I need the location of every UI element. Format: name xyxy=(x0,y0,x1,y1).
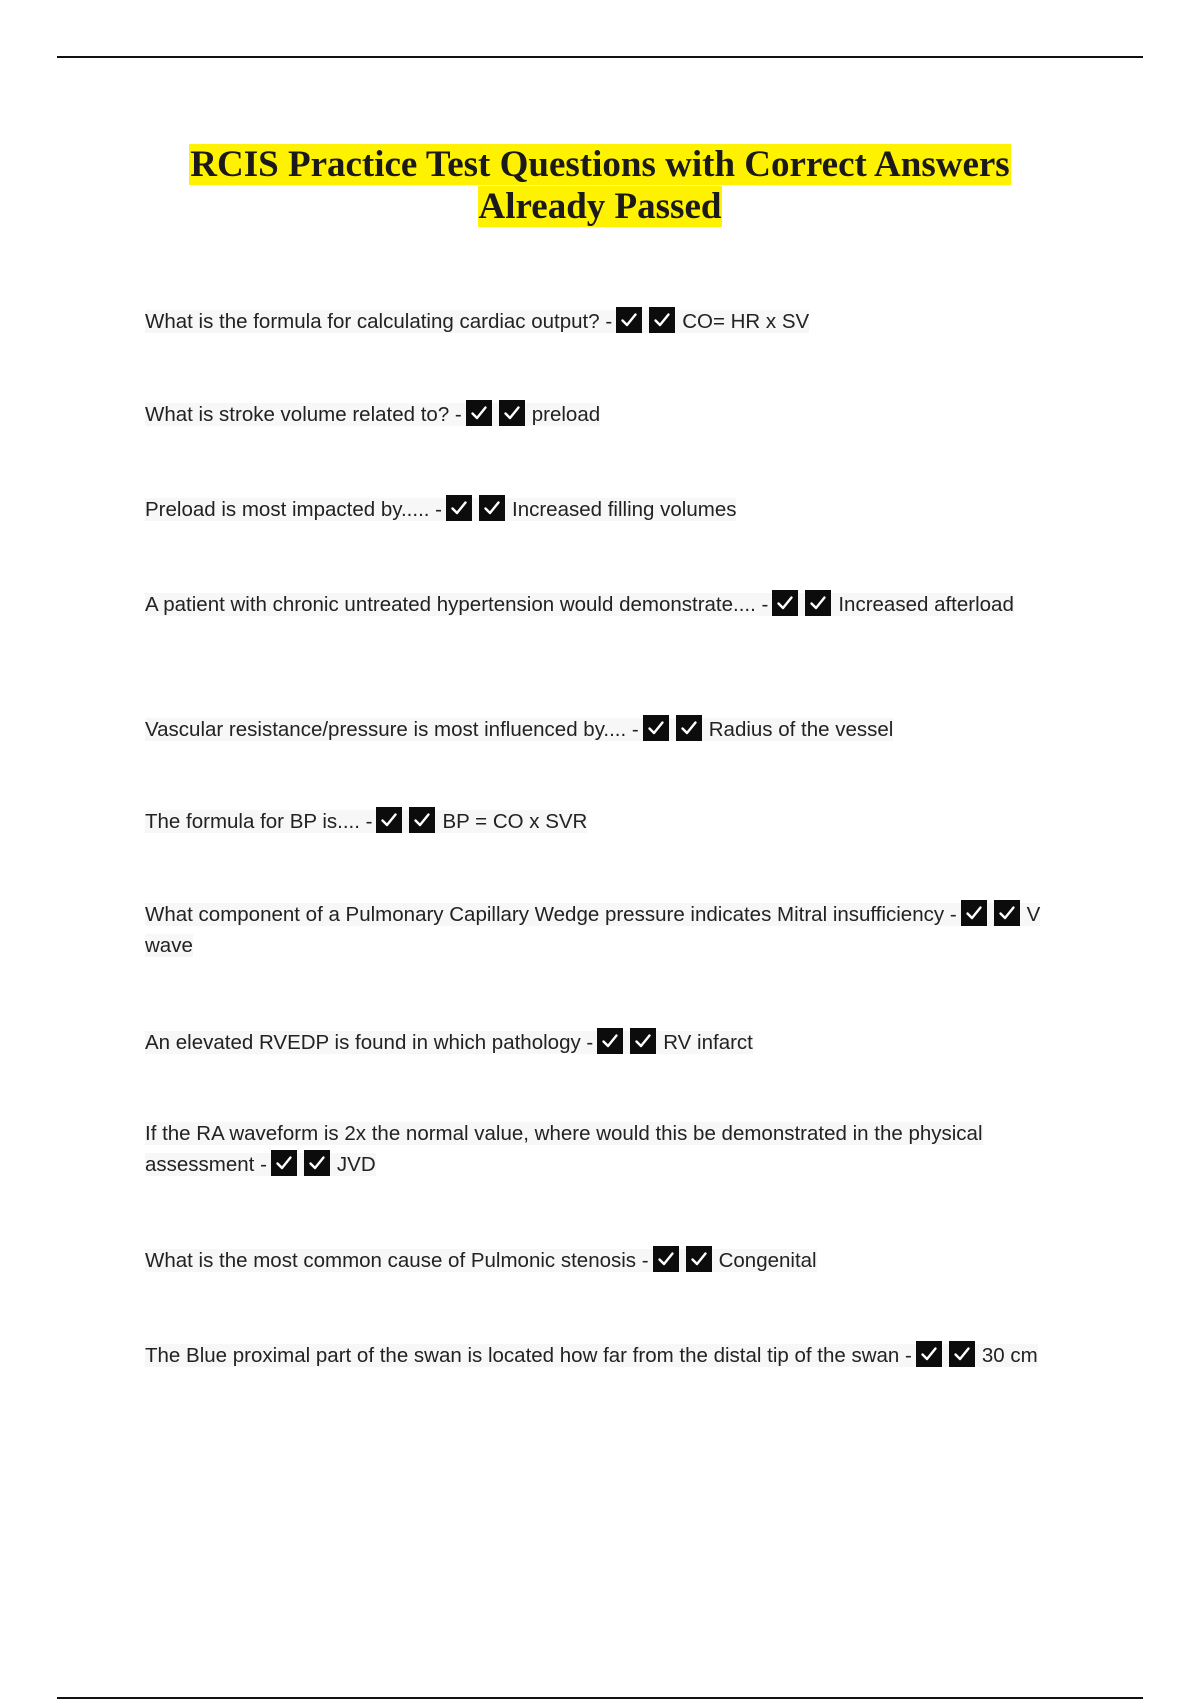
question-text: What is the formula for calculating cardiac output? xyxy=(145,310,600,333)
checkmark-box-icon xyxy=(686,1246,712,1272)
question-text: What component of a Pulmonary Capillary Wedge pressure indicates Mitral insufficiency xyxy=(145,903,945,926)
checkmark-box-icon xyxy=(653,1246,679,1272)
qa-item xyxy=(145,899,1085,961)
checkmark-box-icon xyxy=(479,495,505,521)
answer-text: JVD xyxy=(336,1153,376,1176)
separator-dash: - xyxy=(949,903,957,926)
qa-text xyxy=(145,718,893,741)
qa-text xyxy=(145,1249,817,1272)
question-text: An elevated RVEDP is found in which pathology xyxy=(145,1031,581,1054)
question-text: Vascular resistance/pressure is most influenced by.... xyxy=(145,718,627,741)
qa-item xyxy=(145,1340,1085,1371)
question-text: Preload is most impacted by..... xyxy=(145,498,430,521)
answer-text: CO= HR x SV xyxy=(682,310,810,333)
checkmark-box-icon xyxy=(271,1150,297,1176)
separator-dash: - xyxy=(435,498,442,521)
checkmark-box-icon xyxy=(630,1028,656,1054)
answer-text: preload xyxy=(531,403,601,426)
checkmark-box-icon xyxy=(499,400,525,426)
question-text: A patient with chronic untreated hypertension would demonstrate.... xyxy=(145,593,756,616)
separator-dash: - xyxy=(586,1031,594,1054)
answer-text: BP = CO x SVR xyxy=(442,810,588,833)
separator-dash: - xyxy=(605,310,613,333)
checkmark-box-icon xyxy=(649,307,675,333)
answer-text: 30 cm xyxy=(981,1344,1038,1367)
bottom-rule xyxy=(57,1697,1143,1699)
checkmark-box-icon xyxy=(376,807,402,833)
question-text: What is stroke volume related to? xyxy=(145,403,450,426)
checkmark-box-icon xyxy=(994,900,1020,926)
qa-text xyxy=(145,403,600,426)
qa-text xyxy=(145,1031,753,1054)
checkmark-box-icon xyxy=(446,495,472,521)
answer-text: V wave xyxy=(145,903,1041,957)
separator-dash: - xyxy=(905,1344,912,1367)
checkmark-box-icon xyxy=(961,900,987,926)
question-text: The formula for BP is.... xyxy=(145,810,360,833)
question-text: The Blue proximal part of the swan is located how far from the distal tip of the swan xyxy=(145,1344,900,1367)
separator-dash: - xyxy=(260,1153,267,1176)
qa-text xyxy=(145,498,736,521)
qa-item xyxy=(145,714,1085,745)
answer-text: RV infarct xyxy=(663,1031,753,1054)
checkmark-box-icon xyxy=(597,1028,623,1054)
qa-text xyxy=(145,593,1014,616)
separator-dash: - xyxy=(454,403,462,426)
qa-item xyxy=(145,1118,1085,1180)
answer-text: Increased filling volumes xyxy=(512,498,737,521)
qa-text xyxy=(145,1122,983,1176)
answer-text: Radius of the vessel xyxy=(708,718,894,741)
checkmark-box-icon xyxy=(466,400,492,426)
qa-item xyxy=(145,806,1085,837)
question-text: If the RA waveform is 2x the normal value, where would this be demonstrated in the physical assessment xyxy=(145,1122,983,1176)
qa-item xyxy=(145,306,1085,337)
separator-dash: - xyxy=(761,593,769,616)
title-line-2: Already Passed xyxy=(478,186,722,227)
separator-dash: - xyxy=(365,810,373,833)
answer-text: Increased afterload xyxy=(838,593,1014,616)
page-title xyxy=(0,144,1200,228)
top-rule xyxy=(57,56,1143,58)
checkmark-box-icon xyxy=(949,1341,975,1367)
qa-text xyxy=(145,810,587,833)
qa-text xyxy=(145,310,809,333)
title-line-1: RCIS Practice Test Questions with Correct Answers xyxy=(190,144,1010,185)
checkmark-box-icon xyxy=(409,807,435,833)
qa-item xyxy=(145,399,1085,430)
qa-text xyxy=(145,1344,1038,1367)
answer-text: Congenital xyxy=(718,1249,817,1272)
qa-item xyxy=(145,589,1085,620)
checkmark-box-icon xyxy=(772,590,798,616)
checkmark-box-icon xyxy=(616,307,642,333)
qa-item xyxy=(145,1027,1085,1058)
checkmark-box-icon xyxy=(916,1341,942,1367)
separator-dash: - xyxy=(631,718,639,741)
separator-dash: - xyxy=(641,1249,649,1272)
checkmark-box-icon xyxy=(676,715,702,741)
qa-text xyxy=(145,903,1040,957)
checkmark-box-icon xyxy=(304,1150,330,1176)
qa-item xyxy=(145,1245,1085,1276)
checkmark-box-icon xyxy=(805,590,831,616)
question-text: What is the most common cause of Pulmonic stenosis xyxy=(145,1249,637,1272)
qa-item xyxy=(145,494,1085,525)
checkmark-box-icon xyxy=(643,715,669,741)
